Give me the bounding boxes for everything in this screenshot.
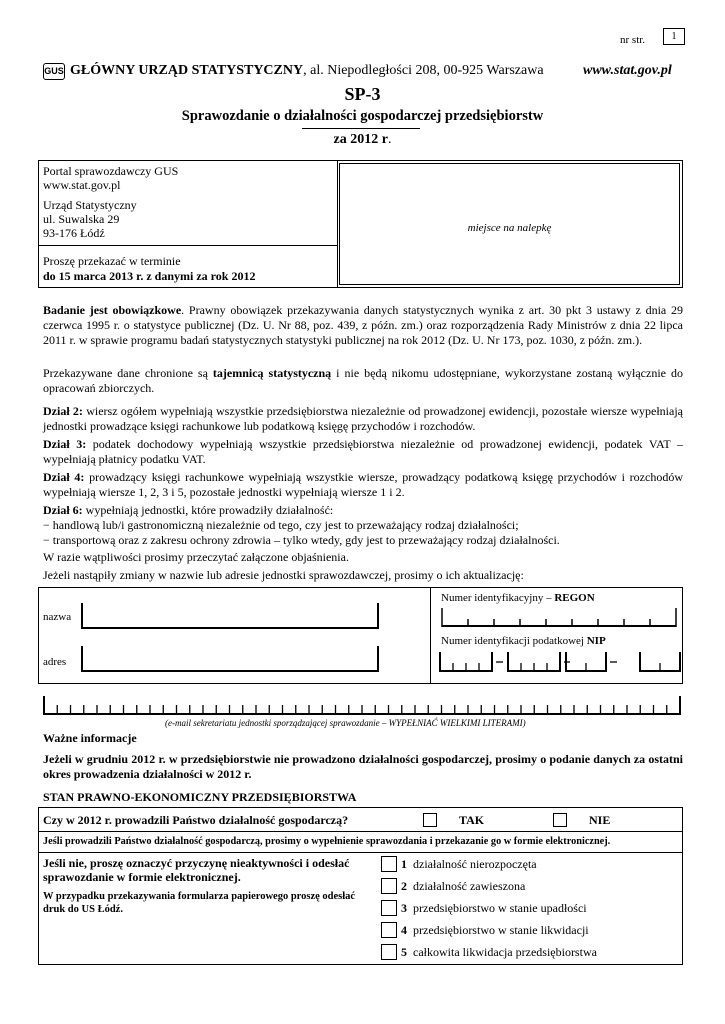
important-text: Jeżeli w grudniu 2012 r. w przedsiębiorstwie nie prowadzono działalności gospodarczej, prosimy o podanie danych za ostatni okres prowadzenia działalności w 2012 r.	[43, 752, 683, 781]
org-address: , al. Niepodległości 208, 00-925 Warszawa	[303, 63, 544, 78]
portal-name: Portal sprawozdawczy GUS	[43, 164, 179, 178]
office-street: ul. Suwalska 29	[43, 212, 120, 226]
reason-checkbox-4[interactable]	[381, 922, 397, 938]
sticker-placeholder: miejsce na nalepkę	[467, 222, 552, 234]
name-label: nazwa	[43, 611, 72, 623]
dzial4-paragraph: Dział 4: prowadzący księgi rachunkowe wypełniają wszystkie wiersze, prowadzący podatkową księgę przychodów i rozchodów wypełniają wiersze 1, 2, 3 i 5, pozostałe jednostki wypełniają wiersze 1 i 2.	[43, 470, 683, 499]
reason-number-2: 2	[401, 879, 407, 893]
deadline-date: do 15 marca 2013 r. z danymi za rok 2012	[43, 269, 256, 283]
regon-comb	[441, 606, 677, 628]
dzial2-paragraph: Dział 2: wiersz ogółem wypełniają wszystkie przedsiębiorstwa niezależnie od prowadzonej ewidencji, pozostałe wiersze wypełniają jednostki prowadzące księgi rachunkowe lub podatkową księgę przychodów i rozchodów.	[43, 404, 684, 433]
office-city: 93-176 Łódź	[43, 226, 105, 240]
email-input[interactable]	[43, 694, 683, 716]
form-title: Sprawozdanie o działalności gospodarczej przedsiębiorstw	[181, 108, 544, 124]
email-comb	[43, 694, 683, 716]
dzial6-item-transport: − transportową oraz z zakresu ochrony zdrowia – tylko wtedy, gdy jest to przeważający rodzaj działalności.	[43, 533, 560, 547]
no-label: NIE	[589, 813, 611, 827]
reason-label-5: całkowita likwidacja przedsiębiorstwa	[413, 945, 597, 959]
if-yes-note: Jeśli prowadzili Państwo działalność gospodarczą, prosimy o wypełnienie sprawozdania i przekazanie go w formie elektronicznej.	[43, 836, 611, 847]
reason-checkbox-1[interactable]	[381, 856, 397, 872]
status-row-divider-1	[38, 831, 683, 832]
reason-number-1: 1	[401, 857, 407, 871]
portal-url[interactable]: www.stat.gov.pl	[43, 178, 121, 192]
status-heading: STAN PRAWNO-EKONOMICZNY PRZEDSIĘBIORSTWA	[43, 790, 357, 804]
page-number-box: 1	[663, 28, 685, 45]
paper-note: W przypadku przekazywania formularza papierowego proszę odesłać druk do US Łódź.	[43, 891, 356, 915]
nip-comb	[438, 649, 682, 673]
dzial3-paragraph: Dział 3: podatek dochodowy wypełniają wszystkie przedsiębiorstwa niezależnie od prowadzonej ewidencji, podatek VAT – wypełniają płatnicy podatku VAT.	[43, 437, 683, 466]
title-divider	[302, 128, 420, 129]
activity-question: Czy w 2012 r. prowadzili Państwo działalność gospodarczą?	[43, 813, 349, 827]
nip-input[interactable]	[438, 649, 682, 673]
form-period: za 2012 r.	[333, 132, 392, 147]
reason-label-3: przedsiębiorstwo w stanie upadłości	[413, 901, 587, 915]
gus-logo: GUS	[43, 63, 65, 80]
if-no-note: Jeśli nie, proszę oznaczyć przyczynę nieaktywności i odesłać sprawozdanie w formie elektronicznej.	[43, 856, 350, 884]
regon-input[interactable]	[441, 606, 677, 628]
reason-checkbox-5[interactable]	[381, 944, 397, 960]
reason-number-3: 3	[401, 901, 407, 915]
org-name: GŁÓWNY URZĄD STATYSTYCZNY	[70, 63, 304, 78]
identity-divider	[430, 587, 431, 684]
mandatory-paragraph: Badanie jest obowiązkowe. Prawny obowiązek przekazywania danych statystycznych wynika z art. 30 pkt 3 ustawy z dnia 29 czerwca 1995 r. o statystyce publicznej (Dz. U. Nr 88, poz. 439, z późn. zm.) oraz rozporządzenia Rady Ministrów z dnia 22 lipca 2011 r. w sprawie programu badań statystycznych statystyki publicznej na rok 2012 (Dz. U. Nr 173, poz. 1030, z późn. zm.).	[43, 303, 683, 347]
page-number-label: nr str.	[620, 34, 646, 46]
reason-number-5: 5	[401, 945, 407, 959]
yes-label: TAK	[459, 813, 485, 827]
nip-label: Numer identyfikacji podatkowej NIP	[441, 635, 606, 647]
no-checkbox[interactable]	[553, 813, 567, 827]
changes-note: Jeżeli nastąpiły zmiany w nazwie lub adresie jednostki sprawozdawczej, prosimy o ich aktualizację:	[43, 568, 524, 582]
address-label: adres	[43, 656, 67, 668]
email-caption: (e-mail sekretariatu jednostki sporządzającej sprawozdanie – WYPEŁNIAĆ WIELKIMI LITERAMI)	[165, 718, 526, 728]
deadline-label: Proszę przekazać w terminie	[43, 254, 181, 268]
doubts-note: W razie wątpliwości prosimy przeczytać załączone objaśnienia.	[43, 550, 349, 564]
reason-number-4: 4	[401, 923, 407, 937]
reason-checkbox-2[interactable]	[381, 878, 397, 894]
yes-checkbox[interactable]	[423, 813, 437, 827]
dzial6-paragraph: Dział 6: wypełniają jednostki, które prowadziły działalność: − handlową lub/i gastronomiczną niezależnie od tego, czy jest to przeważający rodzaj działalności; − transportową oraz z zakresu ochrony zdrowia – tylko wtedy, gdy jest to przeważający rodzaj działalności.	[43, 503, 683, 548]
name-input[interactable]	[81, 603, 379, 629]
status-row-divider-2	[38, 852, 683, 853]
dzial6-item-trade: − handlową lub/i gastronomiczną niezależnie od tego, czy jest to przeważający rodzaj działalności;	[43, 518, 519, 532]
secrecy-paragraph: Przekazywane dane chronione są tajemnicą statystyczną i nie będą nikomu udostępniane, wykorzystane zostaną wyłącznie do opracowań zbiorczych.	[43, 366, 683, 395]
website-link[interactable]: www.stat.gov.pl	[583, 63, 672, 78]
reason-label-1: działalność nierozpoczęta	[413, 857, 537, 871]
reason-label-4: przedsiębiorstwo w stanie likwidacji	[413, 923, 589, 937]
address-input[interactable]	[81, 646, 379, 672]
important-heading: Ważne informacje	[43, 731, 137, 745]
reason-checkbox-3[interactable]	[381, 900, 397, 916]
form-code: SP-3	[344, 84, 381, 104]
office-name: Urząd Statystyczny	[43, 198, 137, 212]
header-org	[70, 63, 544, 79]
regon-label: Numer identyfikacyjny – REGON	[441, 592, 595, 604]
reason-label-2: działalność zawieszona	[413, 879, 526, 893]
